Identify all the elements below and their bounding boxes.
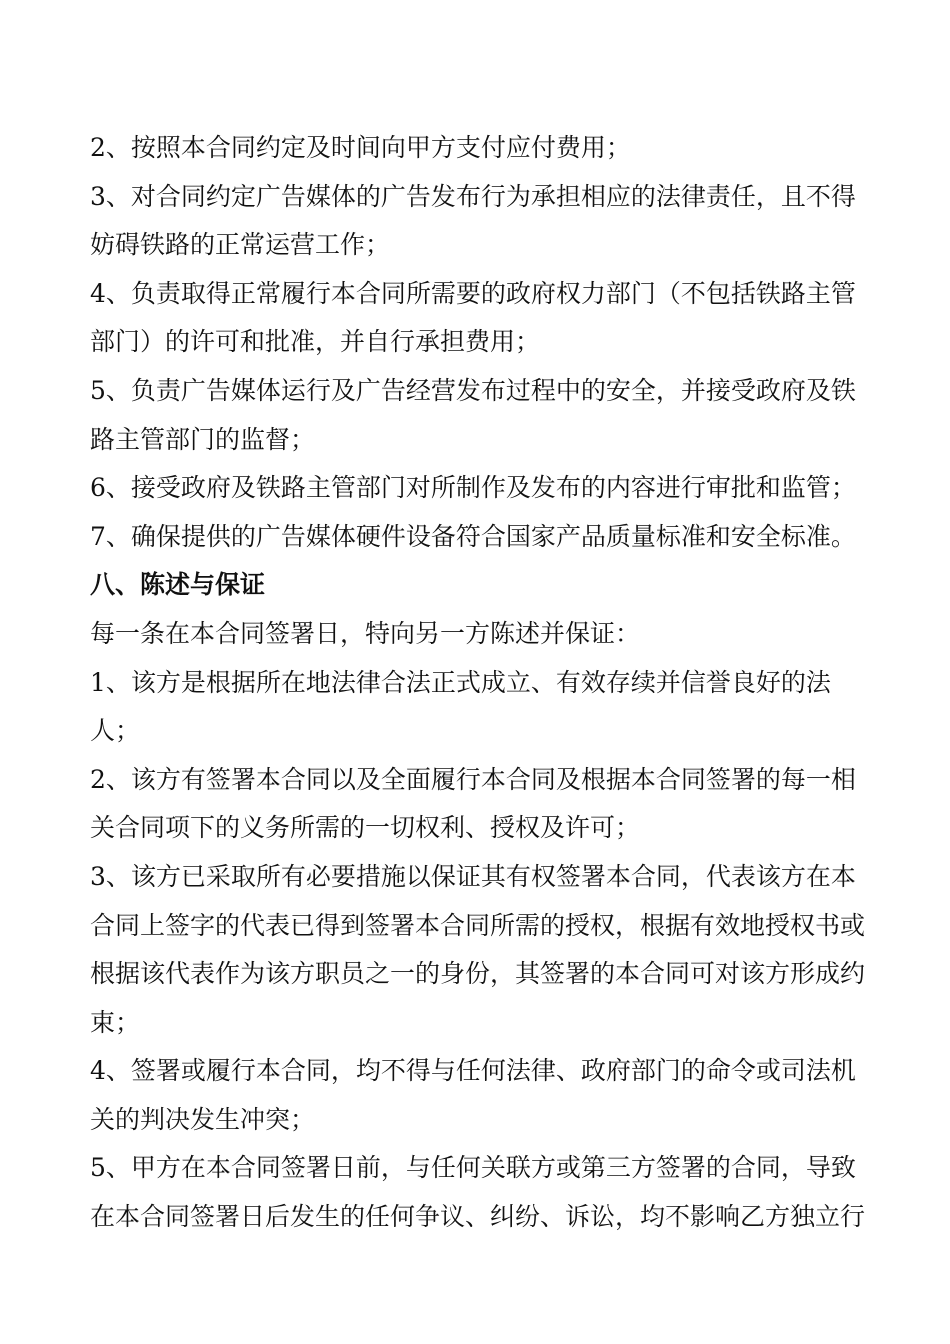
clause-paragraph: 1、该方是根据所在地法律合法正式成立、有效存续并信誉良好的法人； [90, 667, 831, 746]
clause-paragraph: 3、对合同约定广告媒体的广告发布行为承担相应的法律责任，且不得妨碍铁路的正常运营工作； [90, 181, 856, 260]
clause-paragraph: 3、该方已采取所有必要措施以保证其有权签署本合同，代表该方在本合同上签字的代表已得到签署本合同所需的授权，根据有效地授权书或根据该代表作为该方职员之一的身份，其签署的本合同可对该方形成约束； [90, 861, 866, 1037]
clause-paragraph: 5、负责广告媒体运行及广告经营发布过程中的安全，并接受政府及铁路主管部门的监督； [90, 375, 856, 454]
clause-paragraph: 2、按照本合同约定及时间向甲方支付应付费用； [90, 133, 631, 162]
clause-paragraph: 2、该方有签署本合同以及全面履行本合同及根据本合同签署的每一相关合同项下的义务所需的一切权利、授权及许可； [90, 764, 856, 843]
clause-paragraph: 7、确保提供的广告媒体硬件设备符合国家产品质量标准和安全标准。 [90, 521, 856, 551]
section-heading: 八、陈述与保证 [90, 570, 266, 600]
clause-paragraph: 4、负责取得正常履行本合同所需要的政府权力部门（不包括铁路主管部门）的许可和批准，并自行承担费用； [90, 278, 856, 357]
clause-paragraph: 每一条在本合同签署日，特向另一方陈述并保证： [90, 618, 641, 648]
clause-paragraph: 6、接受政府及铁路主管部门对所制作及发布的内容进行审批和监管； [90, 473, 856, 503]
clause-paragraph: 4、签署或履行本合同，均不得与任何法律、政府部门的命令或司法机关的判决发生冲突； [90, 1056, 856, 1134]
clause-paragraph: 5、甲方在本合同签署日前，与任何关联方或第三方签署的合同，导致在本合同签署日后发生的任何争议、纠纷、诉讼，均不影响乙方独立行 [90, 1153, 866, 1232]
document-body [90, 124, 870, 1242]
